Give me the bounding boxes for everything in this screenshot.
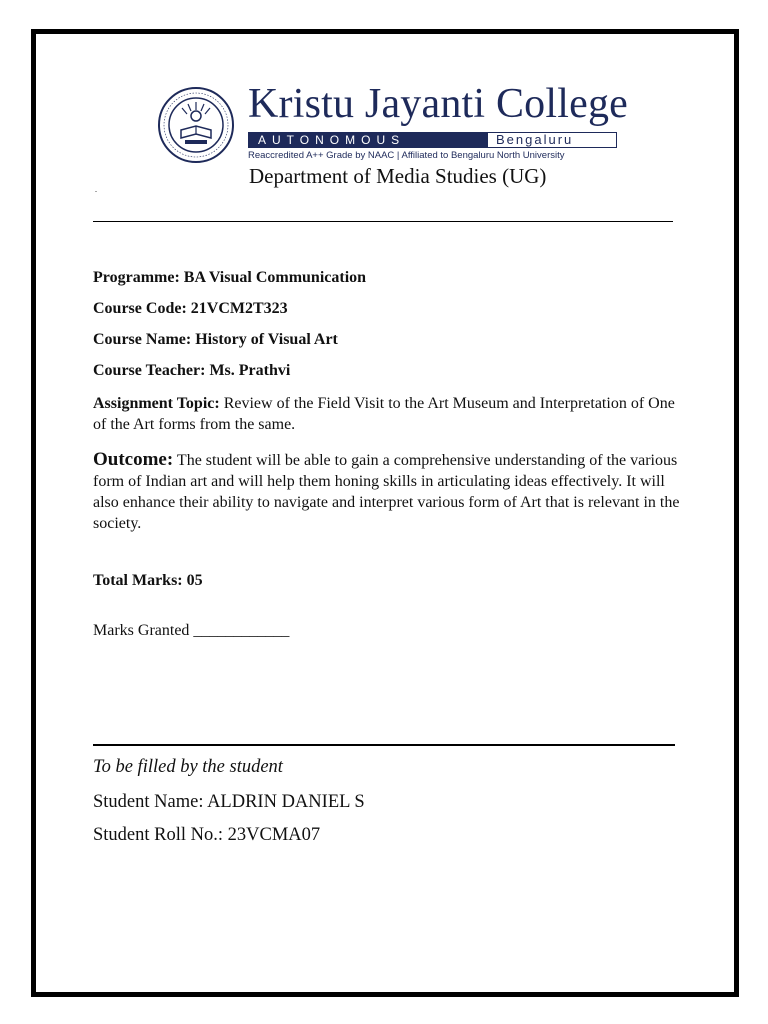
total-marks xyxy=(93,572,203,590)
student-section-divider xyxy=(93,744,675,746)
programme-label: Programme: xyxy=(93,269,180,286)
college-seal-logo xyxy=(157,86,235,164)
assignment-label: Assignment Topic: xyxy=(93,395,220,412)
outcome xyxy=(93,449,683,534)
assignment-value: Review of the Field Visit to the Art Museum and Interpretation of One of the Art forms from the same. xyxy=(93,395,675,433)
college-name: Kristu Jayanti College xyxy=(248,81,629,127)
course-teacher-field xyxy=(93,362,290,380)
city-label: Bengaluru xyxy=(488,132,617,148)
marks-granted: Marks Granted ____________ xyxy=(93,622,290,639)
course-teacher-label: Course Teacher: xyxy=(93,362,206,379)
total-marks-text: Total Marks: 05 xyxy=(93,572,203,589)
header-divider xyxy=(93,221,673,222)
assignment-topic xyxy=(93,393,683,435)
student-name: Student Name: ALDRIN DANIEL S xyxy=(93,792,365,812)
student-section-note: To be filled by the student xyxy=(93,757,283,777)
programme-field xyxy=(93,269,366,287)
course-code-value: 21VCM2T323 xyxy=(190,300,288,317)
programme-value: BA Visual Communication xyxy=(183,269,367,286)
accreditation-text: Reaccredited A++ Grade by NAAC | Affiliated to Bengaluru North University xyxy=(248,150,565,161)
autonomous-label: AUTONOMOUS xyxy=(248,132,488,148)
outcome-label: Outcome: xyxy=(93,449,174,470)
autonomous-banner xyxy=(248,132,608,148)
student-roll-no: Student Roll No.: 23VCMA07 xyxy=(93,825,321,845)
course-name-field xyxy=(93,331,338,349)
course-code-field xyxy=(93,300,288,318)
course-code-label: Course Code: xyxy=(93,300,187,317)
course-name-label: Course Name: xyxy=(93,331,192,348)
course-name-value: History of Visual Art xyxy=(195,331,338,348)
course-teacher-value: Ms. Prathvi xyxy=(209,362,291,379)
department-title: Department of Media Studies (UG) xyxy=(249,164,547,188)
outcome-value: The student will be able to gain a comprehensive understanding of the various form of Indian art and will help them honing skills in articulating ideas effectively. It will also enhance their ability to navigate and interpret various form of Art that is relevant in the society. xyxy=(93,452,680,532)
stray-mark: . xyxy=(95,185,97,194)
